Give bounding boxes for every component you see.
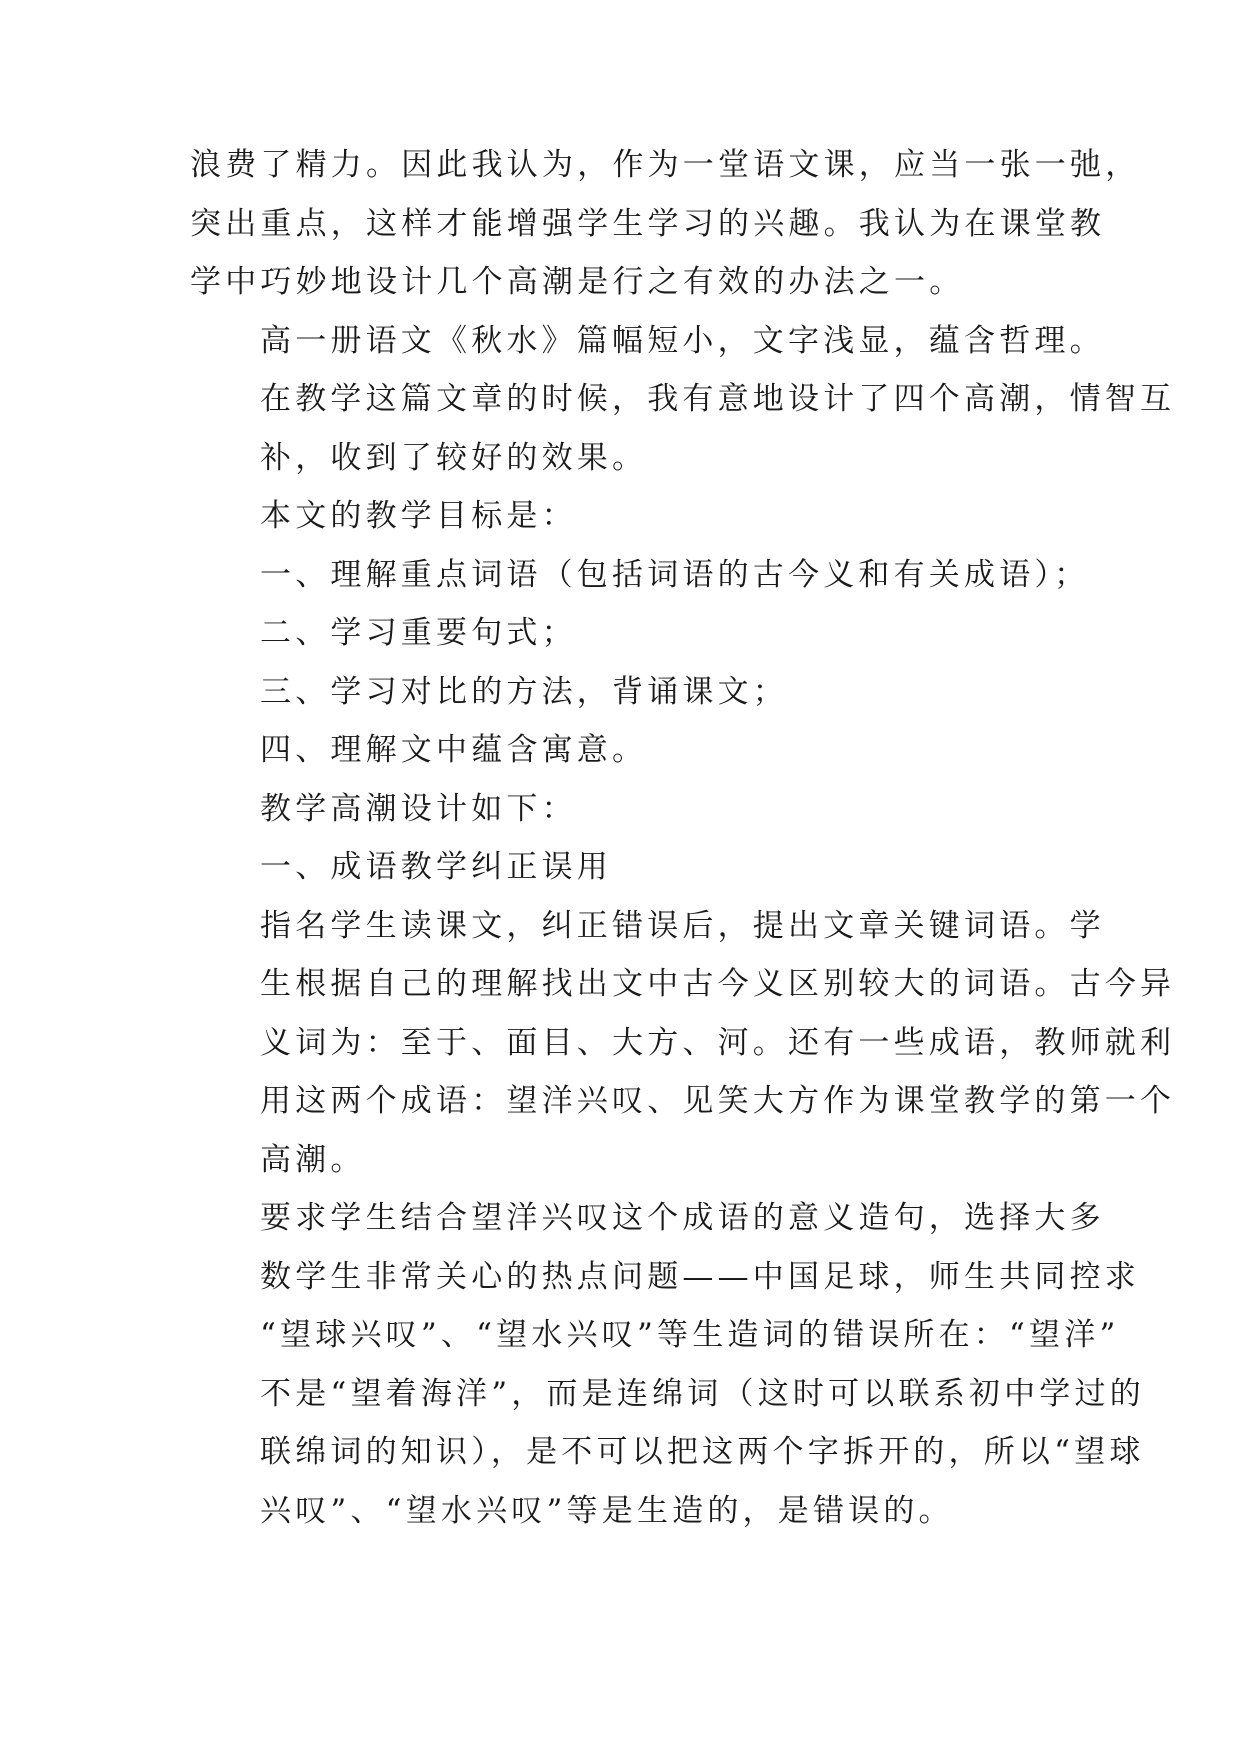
text-line: 兴叹”、“望水兴叹”等是生造的，是错误的。 xyxy=(260,1492,954,1529)
text-line: 突出重点，这样才能增强学生学习的兴趣。我认为在课堂教 xyxy=(190,205,1106,242)
text-line: 要求学生结合望洋兴叹这个成语的意义造句，选择大多 xyxy=(260,1200,1105,1236)
paragraph xyxy=(190,312,1176,488)
paragraph xyxy=(190,604,1070,663)
text-line: 联绵词的知识），是不可以把这两个字拆开的，所以“望球 xyxy=(260,1434,1145,1470)
paragraph xyxy=(190,780,1070,839)
text-line: 教学高潮设计如下： xyxy=(260,790,577,827)
text-line: 高潮。 xyxy=(260,1141,366,1178)
text-line: 四、理解文中蕴含寓意。 xyxy=(260,732,648,768)
text-line: “望球兴叹”、“望水兴叹”等生造词的错误所在：“望洋” xyxy=(260,1317,1120,1353)
paragraph xyxy=(190,136,1141,312)
text-line: 数学生非常关心的热点问题——中国足球，师生共同控求 xyxy=(260,1258,1140,1295)
paragraph xyxy=(190,663,1070,722)
text-line: 一、成语教学纠正误用 xyxy=(260,849,612,885)
text-line: 一、理解重点词语（包括词语的古今义和有关成语）； xyxy=(260,556,1090,593)
paragraph xyxy=(190,838,1070,897)
paragraph xyxy=(190,897,1176,1190)
text-line: 浪费了精力。因此我认为，作为一堂语文课，应当一张一弛， xyxy=(190,147,1141,183)
text-line: 不是“望着海洋”，而是连绵词（这时可以联系初中学过的 xyxy=(260,1375,1145,1412)
paragraph xyxy=(190,487,1070,546)
text-line: 用这两个成语：望洋兴叹、见笑大方作为课堂教学的第一个 xyxy=(260,1083,1176,1119)
text-line: 补，收到了较好的效果。 xyxy=(260,439,648,476)
paragraph xyxy=(190,546,1090,605)
text-line: 三、学习对比的方法，背诵课文； xyxy=(260,673,788,710)
text-line: 义词为：至于、面目、大方、河。还有一些成语，教师就利 xyxy=(260,1024,1176,1061)
text-line: 二、学习重要句式； xyxy=(260,615,577,651)
paragraph xyxy=(190,721,1070,780)
text-line: 在教学这篇文章的时候，我有意地设计了四个高潮，情智互 xyxy=(260,381,1176,417)
text-line: 本文的教学目标是： xyxy=(260,498,577,534)
document-body xyxy=(190,136,1176,1540)
text-line: 学中巧妙地设计几个高潮是行之有效的办法之一。 xyxy=(190,264,965,300)
paragraph xyxy=(190,1189,1145,1540)
text-line: 高一册语文《秋水》篇幅短小，文字浅显，蕴含哲理。 xyxy=(260,322,1105,359)
text-line: 指名学生读课文，纠正错误后，提出文章关键词语。学 xyxy=(260,907,1105,944)
text-line: 生根据自己的理解找出文中古今义区别较大的词语。古今异 xyxy=(260,966,1176,1002)
